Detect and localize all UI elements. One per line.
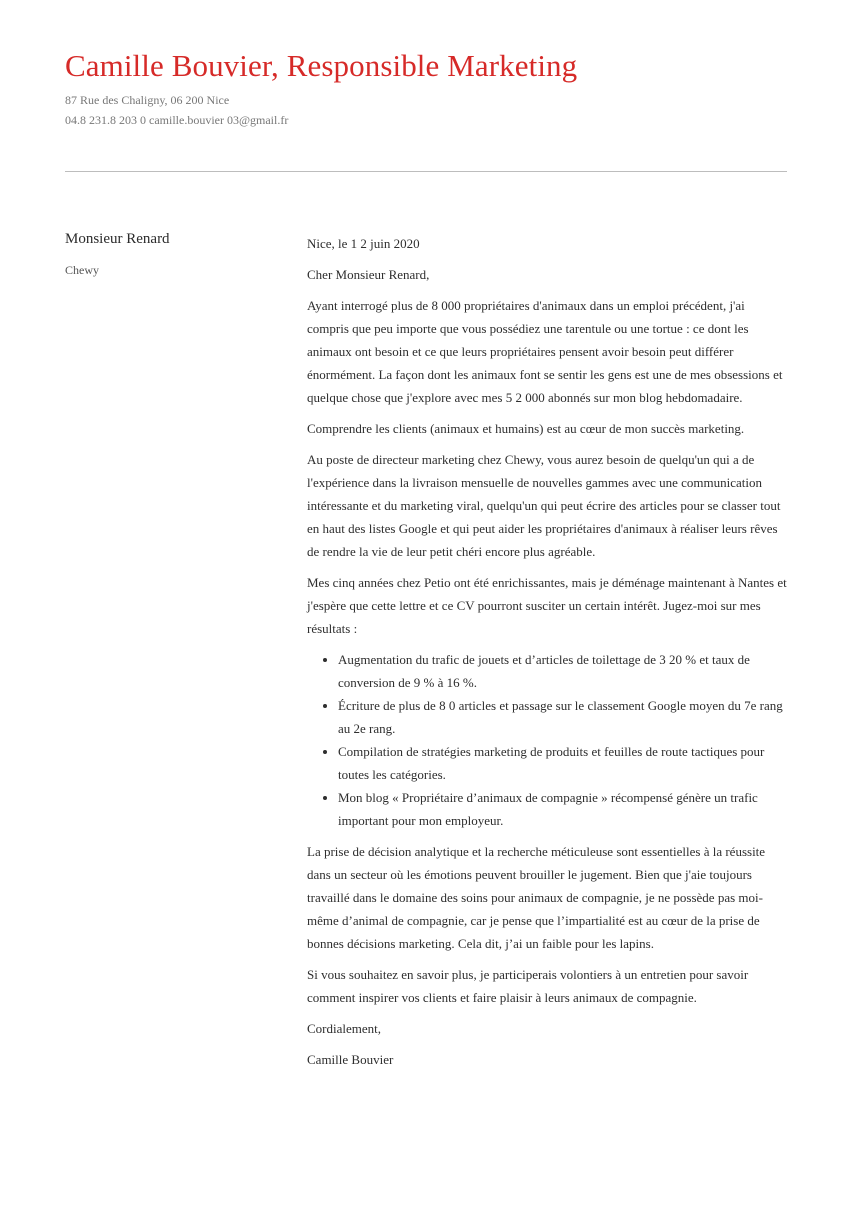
body-paragraph: Comprendre les clients (animaux et humains) est au cœur de mon succès marketing. xyxy=(307,421,745,436)
sender-phone-email: 04.8 231.8 203 0 camille.bouvier 03@gmail.fr xyxy=(65,113,289,127)
letter-salutation: Cher Monsieur Renard, xyxy=(307,267,430,282)
results-list xyxy=(307,648,789,832)
letter-header xyxy=(65,46,787,130)
body-paragraph: Au poste de directeur marketing chez Chewy, vous aurez besoin de quelqu'un qui a de l'expérience dans la livraison mensuelle de nouvelles gammes avec une communication intéressante et du marketing viral, quelqu'un qui peut écrire des articles pour se classer tout en haut des listes Google et qui peut aider les propriétaires d'animaux à réaliser leurs rêves de rendre la vie de leur petit chéri encore plus agréable. xyxy=(307,452,781,559)
body-paragraph: Ayant interrogé plus de 8 000 propriétaires d'animaux dans un emploi précédent, j'ai compris que peu importe que vous possédiez une tarentule ou une tortue : ce dont les animaux ont besoin et ce que leurs propriétaires pensent avoir besoin peut différer énormément. La façon dont les animaux font se sentir les gens est une de mes obsessions et quelque chose que j'explore avec mes 5 2 000 abonnés sur mon blog hebdomadaire. xyxy=(307,298,783,405)
list-item: • Augmentation du trafic de jouets et d’articles de toilettage de 3 20 % et taux de conversion de 9 % à 16 %. xyxy=(338,648,789,694)
recipient-block xyxy=(65,229,285,278)
recipient-company: Chewy xyxy=(65,263,99,277)
recipient-name: Monsieur Renard xyxy=(65,231,170,247)
body-paragraph: La prise de décision analytique et la recherche méticuleuse sont essentielles à la réussite dans un secteur où les émotions peuvent brouiller le jugement. Bien que j'aie toujours travaillé dans le domaine des soins pour animaux de compagnie, je ne possède pas moi-même d’animal de compagnie, car je pense que l’impartialité est au cœur de la prise de bonnes décisions marketing. Cela dit, j’ai un faible pour les lapins. xyxy=(307,844,766,951)
body-paragraph: Mes cinq années chez Petio ont été enrichissantes, mais je déménage maintenant à Nantes et j'espère que cette lettre et ce CV pourront susciter un certain intérêt. Jugez-moi sur mes résultats : xyxy=(307,575,787,636)
list-item: • Compilation de stratégies marketing de produits et feuilles de route tactiques pour toutes les catégories. xyxy=(338,740,789,786)
header-divider xyxy=(65,171,787,172)
letter-date: Nice, le 1 2 juin 2020 xyxy=(307,236,420,251)
sender-address: 87 Rue des Chaligny, 06 200 Nice xyxy=(65,93,230,107)
list-item: • Mon blog « Propriétaire d’animaux de compagnie » récompensé génère un trafic important pour mon employeur. xyxy=(338,786,789,832)
letter-signature: Camille Bouvier xyxy=(307,1052,394,1067)
sender-name-title: Camille Bouvier, Responsible Marketing xyxy=(65,48,578,83)
letter-body xyxy=(307,232,789,1079)
body-paragraph: Si vous souhaitez en savoir plus, je participerais volontiers à un entretien pour savoir comment inspirer vos clients et faire plaisir à leurs animaux de compagnie. xyxy=(307,967,749,1005)
letter-signoff: Cordialement, xyxy=(307,1021,382,1036)
sender-contact xyxy=(65,90,787,130)
list-item: • Écriture de plus de 8 0 articles et passage sur le classement Google moyen du 7e rang au 2e rang. xyxy=(338,694,789,740)
